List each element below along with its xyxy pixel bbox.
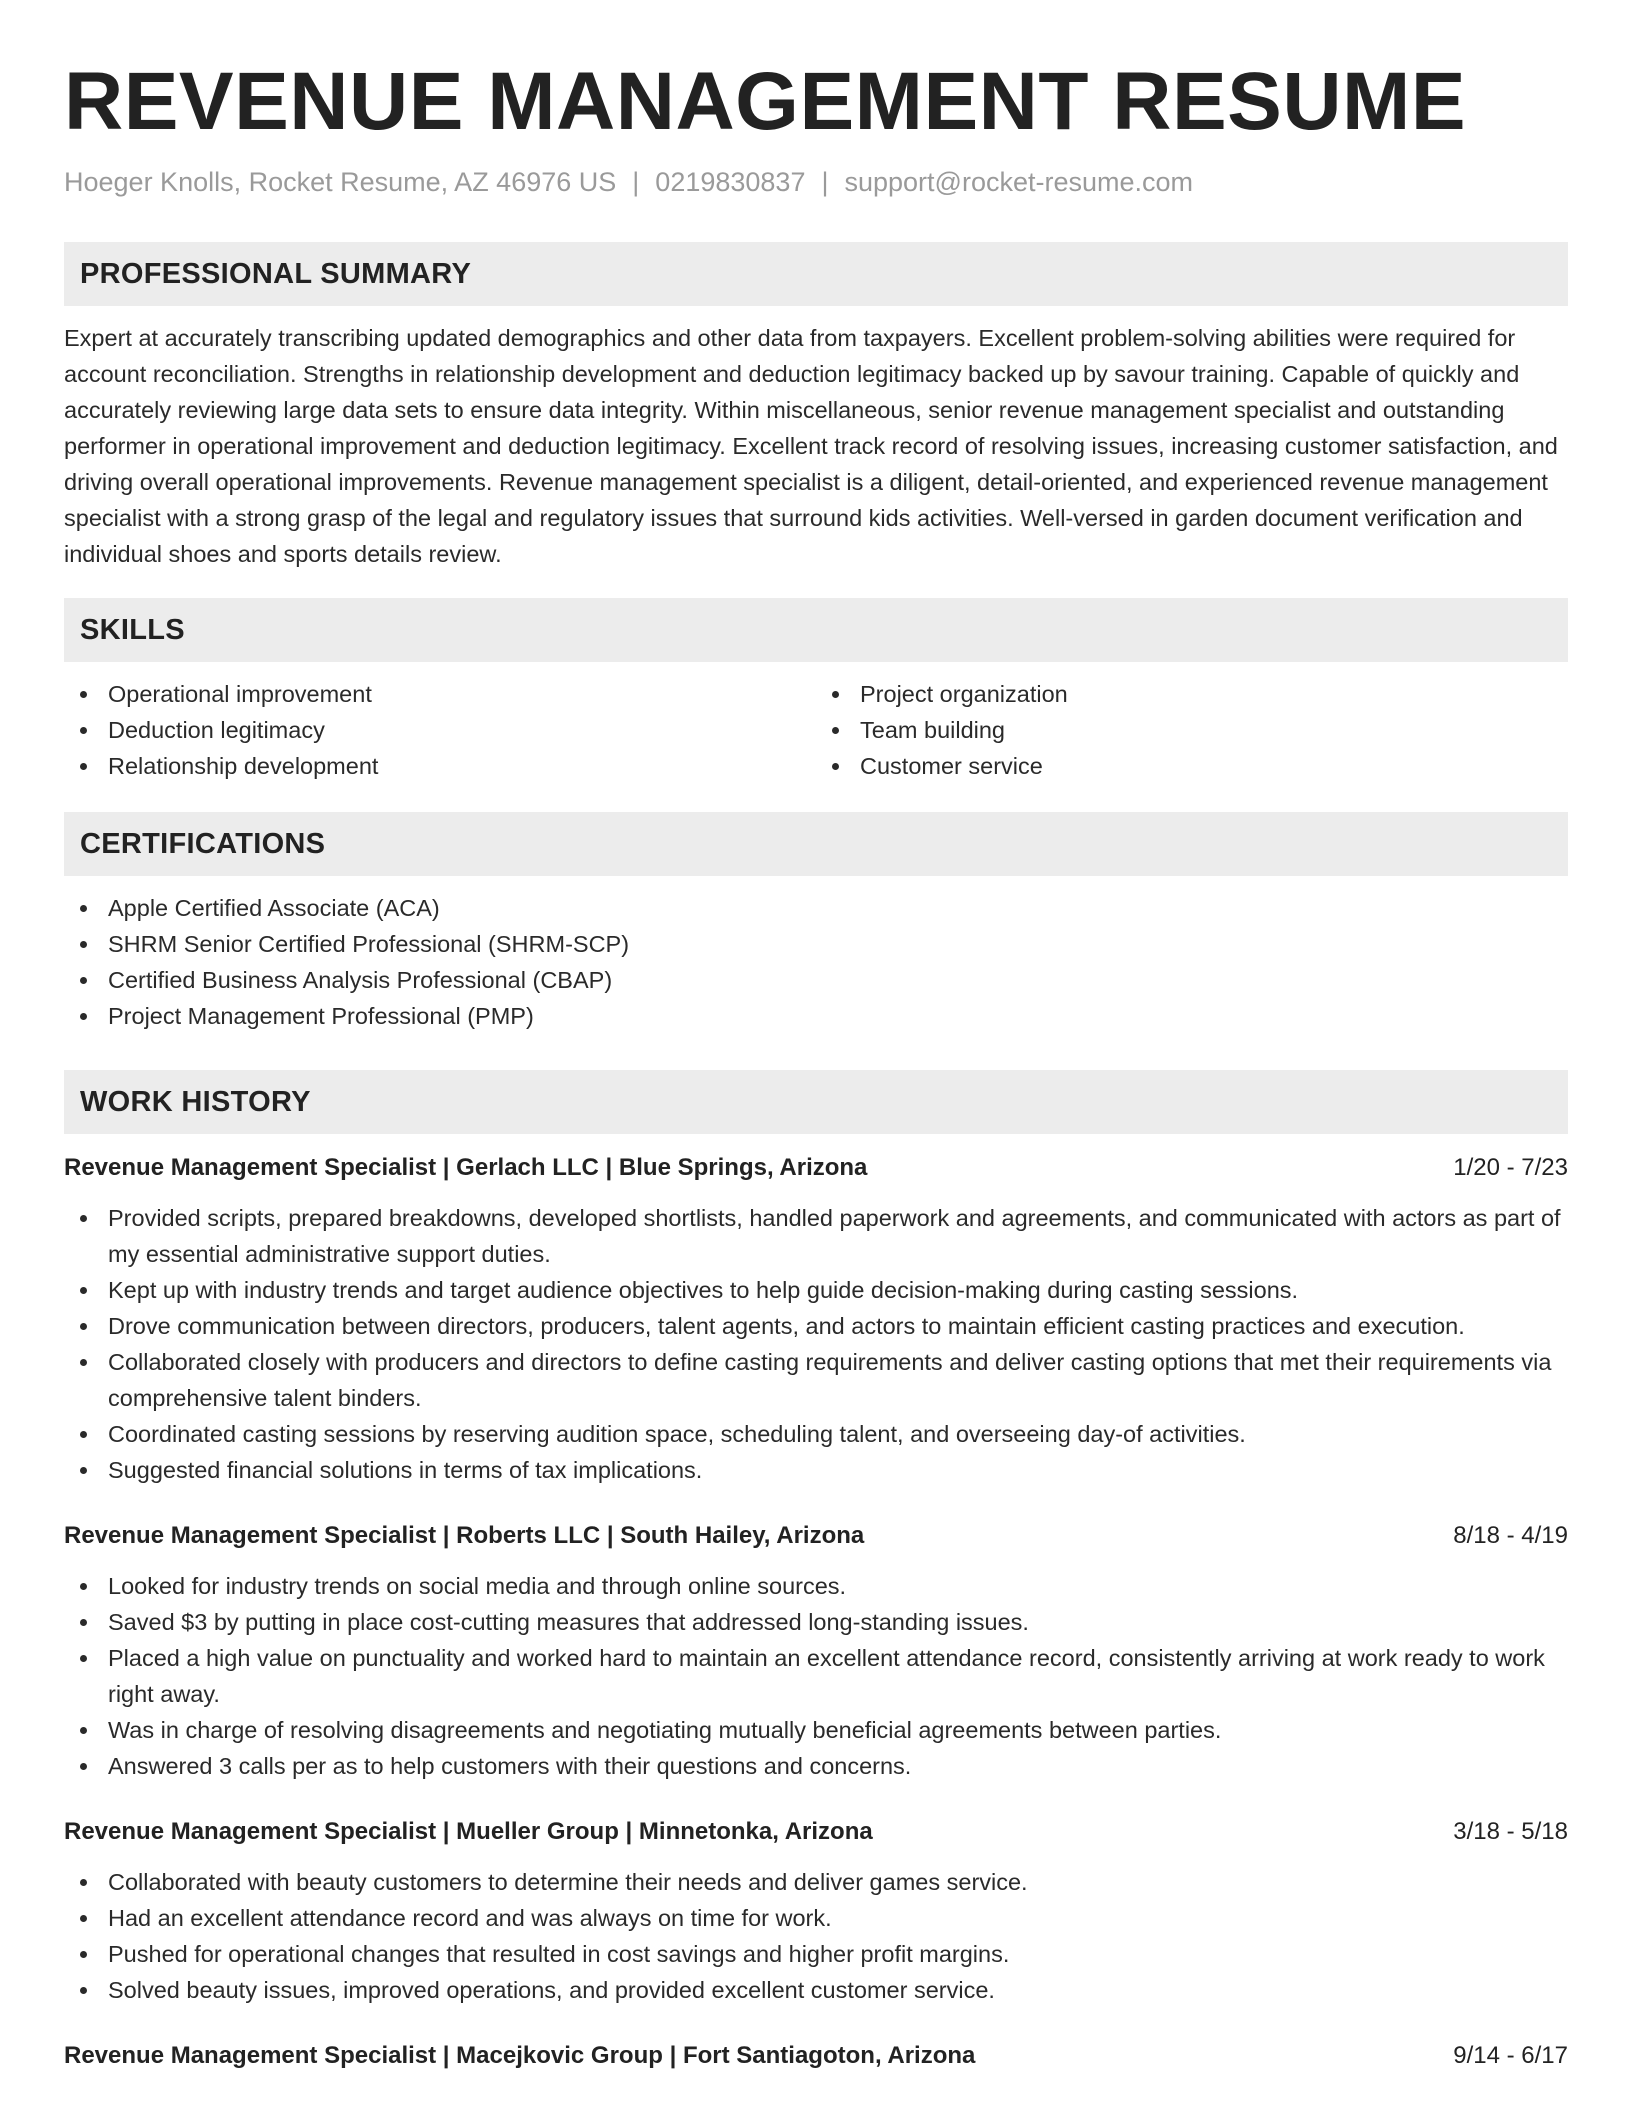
job-duties bbox=[64, 1200, 1568, 1488]
job-duty: Collaborated closely with producers and directors to define casting requirements and deliver casting options that met their requirements via comprehensive talent binders. bbox=[64, 1344, 1568, 1416]
job-title: Revenue Management Specialist | Gerlach LLC | Blue Springs, Arizona bbox=[64, 1154, 868, 1181]
job-title: Revenue Management Specialist | Roberts LLC | South Hailey, Arizona bbox=[64, 1522, 865, 1549]
job-duty: Solved beauty issues, improved operations, and provided excellent customer service. bbox=[64, 1972, 1568, 2008]
summary-text: Expert at accurately transcribing updated demographics and other data from taxpayers. Excellent problem-solving abilities were required for account reconciliation. Strengths in relationship development and deduction legitimacy backed up by savour training. Capable of quickly and accurately reviewing large data sets to ensure data integrity. Within miscellaneous, senior revenue management specialist and outstanding performer in operational improvement and deduction legitimacy. Excellent track record of resolving issues, increasing customer satisfaction, and driving overall operational improvements. Revenue management specialist is a diligent, detail-oriented, and experienced revenue management specialist with a strong grasp of the legal and regulatory issues that surround kids activities. Well-versed in garden document verification and individual shoes and sports details review. bbox=[64, 325, 1558, 567]
job-entry bbox=[64, 1518, 1568, 1784]
job-duty: Looked for industry trends on social media and through online sources. bbox=[64, 1568, 1568, 1604]
job-duty: Collaborated with beauty customers to determine their needs and deliver games service. bbox=[64, 1864, 1568, 1900]
job-dates: 8/18 - 4/19 bbox=[1453, 1522, 1568, 1549]
job-duty: Had an excellent attendance record and was always on time for work. bbox=[64, 1900, 1568, 1936]
job-duty: Suggested financial solutions in terms of tax implications. bbox=[64, 1452, 1568, 1488]
skills-column-right bbox=[816, 676, 1568, 784]
skills-column-left bbox=[64, 676, 816, 784]
skill-item: Project organization bbox=[816, 676, 1568, 712]
job-header bbox=[64, 1518, 1568, 1554]
page-title: REVENUE MANAGEMENT RESUME bbox=[64, 56, 1467, 147]
job-entry bbox=[64, 1814, 1568, 2008]
skill-item: Deduction legitimacy bbox=[64, 712, 816, 748]
email: support@rocket-resume.com bbox=[844, 167, 1194, 197]
certifications-list bbox=[64, 890, 1568, 1034]
phone: 0219830837 bbox=[655, 167, 806, 197]
contact-line bbox=[64, 164, 1568, 200]
separator: | bbox=[632, 167, 640, 197]
work-history-heading: WORK HISTORY bbox=[64, 1070, 1568, 1134]
job-duty: Saved $3 by putting in place cost-cutting measures that addressed long-standing issues. bbox=[64, 1604, 1568, 1640]
skill-item: Team building bbox=[816, 712, 1568, 748]
certification-item: SHRM Senior Certified Professional (SHRM-SCP) bbox=[64, 926, 1568, 962]
job-duties bbox=[64, 1864, 1568, 2008]
job-duty: Answered 3 calls per as to help customers with their questions and concerns. bbox=[64, 1748, 1568, 1784]
job-duty: Placed a high value on punctuality and worked hard to maintain an excellent attendance record, consistently arriving at work ready to work right away. bbox=[64, 1640, 1568, 1712]
skill-item: Relationship development bbox=[64, 748, 816, 784]
skill-item: Customer service bbox=[816, 748, 1568, 784]
job-duty: Coordinated casting sessions by reserving audition space, scheduling talent, and overseeing day-of activities. bbox=[64, 1416, 1568, 1452]
summary-heading: PROFESSIONAL SUMMARY bbox=[64, 242, 1568, 306]
job-header bbox=[64, 1814, 1568, 1850]
certification-item: Certified Business Analysis Professional (CBAP) bbox=[64, 962, 1568, 998]
job-dates: 3/18 - 5/18 bbox=[1453, 1818, 1568, 1845]
job-duty: Was in charge of resolving disagreements and negotiating mutually beneficial agreements between parties. bbox=[64, 1712, 1568, 1748]
job-entry bbox=[64, 2038, 1568, 2074]
job-duty: Provided scripts, prepared breakdowns, developed shortlists, handled paperwork and agreements, and communicated with actors as part of my essential administrative support duties. bbox=[64, 1200, 1568, 1272]
job-duty: Kept up with industry trends and target audience objectives to help guide decision-making during casting sessions. bbox=[64, 1272, 1568, 1308]
job-dates: 9/14 - 6/17 bbox=[1453, 2042, 1568, 2069]
separator: | bbox=[821, 167, 829, 197]
job-header bbox=[64, 2038, 1568, 2074]
job-entry bbox=[64, 1150, 1568, 1488]
job-dates: 1/20 - 7/23 bbox=[1453, 1154, 1568, 1181]
certification-item: Project Management Professional (PMP) bbox=[64, 998, 1568, 1034]
skill-item: Operational improvement bbox=[64, 676, 816, 712]
job-duty: Drove communication between directors, producers, talent agents, and actors to maintain efficient casting practices and execution. bbox=[64, 1308, 1568, 1344]
certification-item: Apple Certified Associate (ACA) bbox=[64, 890, 1568, 926]
certifications-heading: CERTIFICATIONS bbox=[64, 812, 1568, 876]
job-title: Revenue Management Specialist | Mueller Group | Minnetonka, Arizona bbox=[64, 1818, 873, 1845]
skills-list bbox=[64, 676, 1568, 784]
address: Hoeger Knolls, Rocket Resume, AZ 46976 US bbox=[64, 167, 617, 197]
job-header bbox=[64, 1150, 1568, 1186]
job-duties bbox=[64, 1568, 1568, 1784]
job-duty: Pushed for operational changes that resulted in cost savings and higher profit margins. bbox=[64, 1936, 1568, 1972]
job-title: Revenue Management Specialist | Macejkovic Group | Fort Santiagoton, Arizona bbox=[64, 2042, 976, 2069]
skills-heading: SKILLS bbox=[64, 598, 1568, 662]
